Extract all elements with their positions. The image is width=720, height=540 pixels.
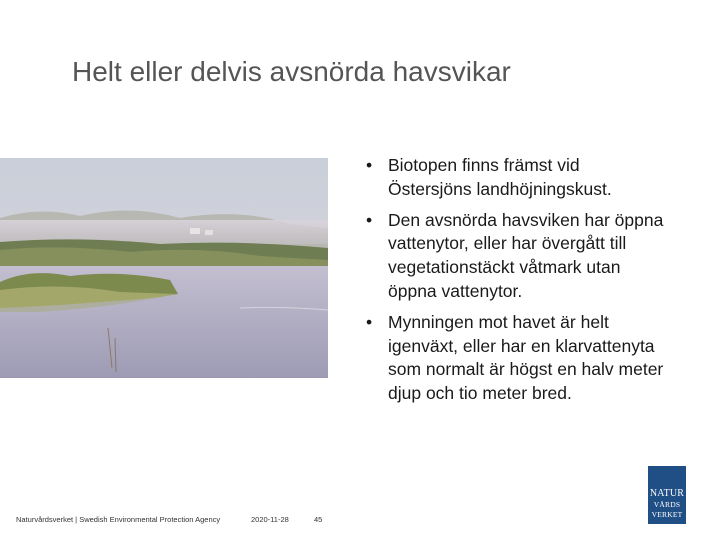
bullet-item: [366, 209, 666, 304]
bullet-text: Mynningen mot havet är helt igenväxt, eller har en klarvattenyta som normalt är högst en halv meter djup och tio meter bred.: [388, 311, 664, 404]
bullet-list: [366, 154, 666, 413]
bullet-marker: •: [366, 155, 373, 175]
bullet-text: Biotopen finns främst vid Östersjöns landhöjningskust.: [388, 155, 612, 199]
footer-date: 2020-11-28: [251, 515, 289, 524]
footer-organization: Naturvårdsverket | Swedish Environmental Protection Agency: [16, 515, 221, 524]
wetland-photo: [0, 158, 328, 378]
slide-title: Helt eller delvis avsnörda havsvikar: [72, 56, 511, 87]
bullet-text: Den avsnörda havsviken har öppna vattenytor, eller har övergått till vegetationstäckt våtmark utan öppna vattenytor.: [388, 209, 664, 301]
bullet-marker: •: [366, 311, 373, 332]
logo-line-3: VERKET: [651, 510, 683, 519]
logo-line-2: VÅRDS: [653, 500, 681, 509]
bullet-marker: •: [366, 209, 373, 230]
naturvardsverket-logo: [648, 466, 686, 524]
bullet-item: [366, 311, 666, 406]
bullet-item: [366, 154, 666, 202]
logo-line-1: NATUR: [649, 488, 685, 499]
page-number: 45: [314, 515, 323, 524]
